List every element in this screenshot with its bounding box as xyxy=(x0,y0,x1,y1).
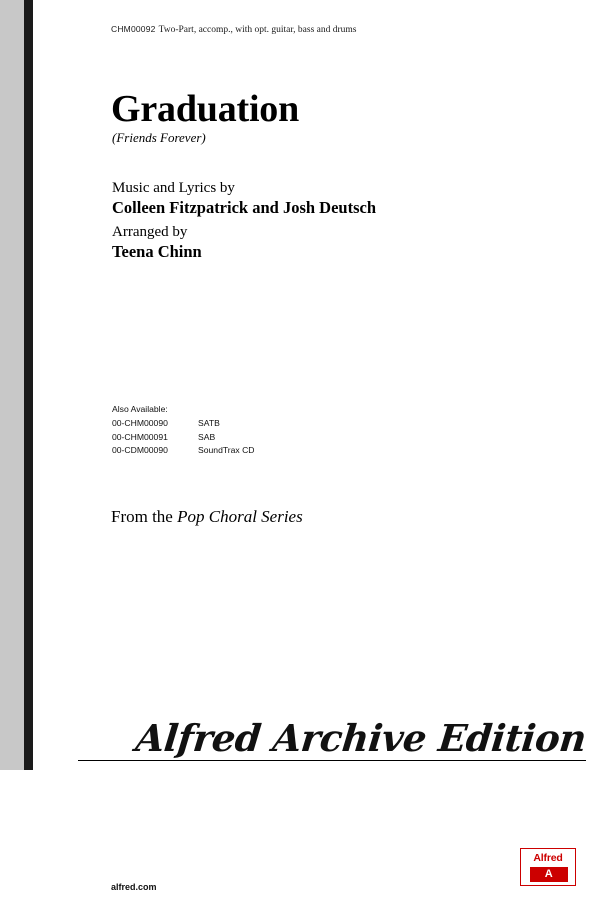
series-line xyxy=(111,507,303,527)
also-available-item xyxy=(112,431,255,444)
also-available-heading: Also Available: xyxy=(112,404,168,414)
music-lyrics-label: Music and Lyrics by xyxy=(112,180,235,196)
catalog-description: Two-Part, accomp., with opt. guitar, bass and drums xyxy=(158,25,357,35)
writers-names: Colleen Fitzpatrick and Josh Deutsch xyxy=(112,198,376,217)
also-available-desc: SATB xyxy=(198,418,220,429)
series-prefix: From the xyxy=(111,507,178,526)
also-available-desc: SAB xyxy=(198,431,216,442)
also-available-code: 00-CHM00090 xyxy=(112,418,168,429)
arranger-name: Teena Chinn xyxy=(112,242,202,261)
left-accent-bar-grey xyxy=(0,0,24,770)
catalog-line xyxy=(111,19,357,37)
publisher-website: alfred.com xyxy=(111,882,157,892)
catalog-number: CHM00092 xyxy=(111,24,156,34)
also-available-block xyxy=(112,403,255,457)
also-available-item xyxy=(112,444,255,457)
left-accent-bar-dark xyxy=(24,0,33,770)
alfred-logo xyxy=(520,848,576,886)
page-title: Graduation xyxy=(111,88,300,130)
archive-edition-label: Alfred Archive Edition xyxy=(133,716,589,760)
alfred-logo-mark: A xyxy=(530,867,568,882)
alfred-logo-wordmark: Alfred xyxy=(533,852,563,864)
also-available-code: 00-CDM00090 xyxy=(112,444,168,455)
also-available-desc: SoundTrax CD xyxy=(198,444,255,455)
arranged-by-label: Arranged by xyxy=(112,224,188,240)
series-name: Pop Choral Series xyxy=(177,507,303,526)
archive-edition-rule xyxy=(78,760,586,761)
page-subtitle: (Friends Forever) xyxy=(112,130,206,145)
also-available-item xyxy=(112,417,255,430)
also-available-code: 00-CHM00091 xyxy=(112,431,168,442)
